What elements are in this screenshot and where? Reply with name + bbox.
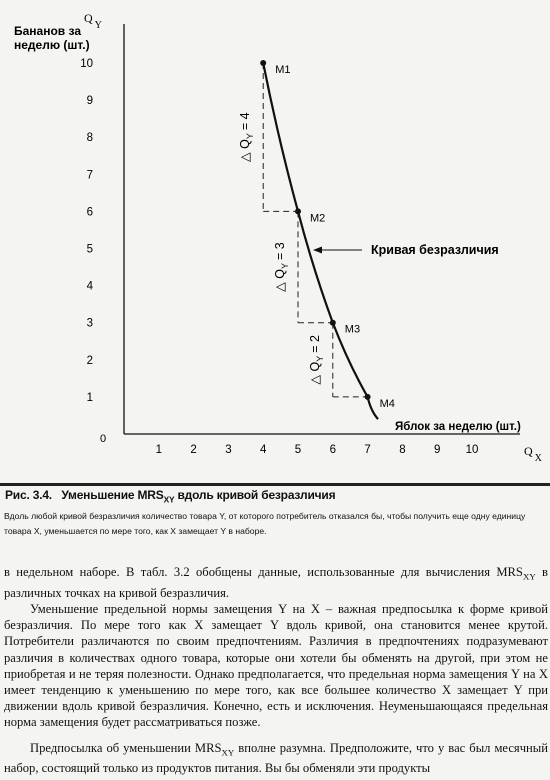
- y-axis-symbol: $Q_Y$: [84, 11, 102, 31]
- curve-point-label: M3: [344, 323, 361, 336]
- x-axis-label: Яблок за неделю (шт.): [395, 421, 521, 433]
- y-tick-label: 3: [86, 317, 93, 330]
- x-tick-label: 9: [433, 444, 441, 456]
- y-tick-label: 4: [86, 280, 93, 293]
- y-tick-labels: [80, 58, 93, 404]
- body-text: [4, 564, 548, 776]
- arrow-head-icon: [313, 247, 322, 254]
- paragraph-3: Предпосылка об уменьшении $MRS_{XY}$ вполне разумна. Предположите, что у вас был месячный набор, состоящий только из продуктов питания. Вы бы обменяли эти продукты: [4, 740, 548, 776]
- x-tick-label: 6: [329, 444, 337, 456]
- x-tick-labels: [156, 444, 479, 456]
- x-tick-label: 4: [259, 444, 267, 456]
- origin-label: 0: [100, 433, 107, 445]
- curve-annotation: [313, 243, 499, 257]
- annotation-label: Кривая безразличия: [371, 243, 499, 257]
- y-tick-label: 8: [86, 132, 93, 145]
- curve-points: [260, 60, 395, 410]
- y-tick-label: 1: [86, 391, 93, 404]
- x-tick-label: 5: [294, 444, 302, 456]
- x-tick-label: 7: [364, 444, 371, 456]
- x-tick-label: 1: [155, 444, 163, 456]
- curve-point-marker: [295, 208, 301, 214]
- paragraph-1: в недельном наборе. В табл. 3.2 обобщены данные, использованные для вычисления $MRS_{XY}$ в различных точках на кривой безразличия.: [4, 565, 548, 600]
- y-tick-label: 2: [86, 354, 93, 367]
- y-tick-label: 6: [86, 206, 93, 219]
- curve-point-marker: [260, 60, 266, 66]
- caption-divider: [0, 483, 550, 486]
- delta-qy-label: △ $Q_Y= 3$: [273, 242, 290, 292]
- y-tick-label: 10: [80, 58, 93, 70]
- figure-caption-title: Рис. 3.4. Уменьшение $MRS_{XY}$ вдоль кривой безразличия: [5, 488, 336, 505]
- x-tick-label: 10: [465, 444, 479, 456]
- x-axis-symbol: $Q_X$: [524, 444, 542, 464]
- paragraph-2: Уменьшение предельной нормы замещения Y на X – важная предпосылка к форме кривой безразличия. По мере того как X замещает Y вдоль кривой, она становится менее крутой. Потребители различаются по своим предпочтениям. Различия в предпочтениях подразумевают различия в количествах одного товара, которые они хотели бы обменять на другой, при этом не приобретая и не теряя полезности. Однако предполагается, что предельная норма замещения Y на X имеет тенденцию к уменьшению по мере того, как все большее количество X замещает Y при движении вдоль кривой безразличия. Конечно, есть и исключения. Неуменьшающаяся предельная норма замещения будет рассматриваться позже.: [4, 601, 548, 730]
- curve-point-label: M2: [310, 212, 326, 225]
- x-tick-label: 2: [190, 444, 197, 456]
- chart-axes: [124, 24, 520, 434]
- y-axis-label: Бананов за неделю (шт.): [14, 24, 90, 52]
- delta-qy-label: △ $Q_Y= 2$: [307, 335, 325, 385]
- x-tick-label: 3: [225, 444, 232, 456]
- y-tick-label: 9: [86, 95, 93, 108]
- curve-point-label: M4: [379, 397, 395, 410]
- figure-caption-text: Вдоль любой кривой безразличия количество товара Y, от которого потребитель отказался бы, чтобы получить еще одну единицу товара X, уменьшается по мере того, как X замещает Y в наборе.: [4, 511, 526, 536]
- curve-point-marker: [365, 394, 371, 400]
- curve-point-label: M1: [275, 64, 291, 76]
- x-tick-label: 8: [399, 444, 406, 456]
- y-tick-label: 5: [86, 243, 93, 256]
- y-tick-label: 7: [86, 169, 93, 182]
- delta-qy-label: △ $Q_Y= 4$: [238, 112, 256, 162]
- curve-point-marker: [330, 320, 336, 326]
